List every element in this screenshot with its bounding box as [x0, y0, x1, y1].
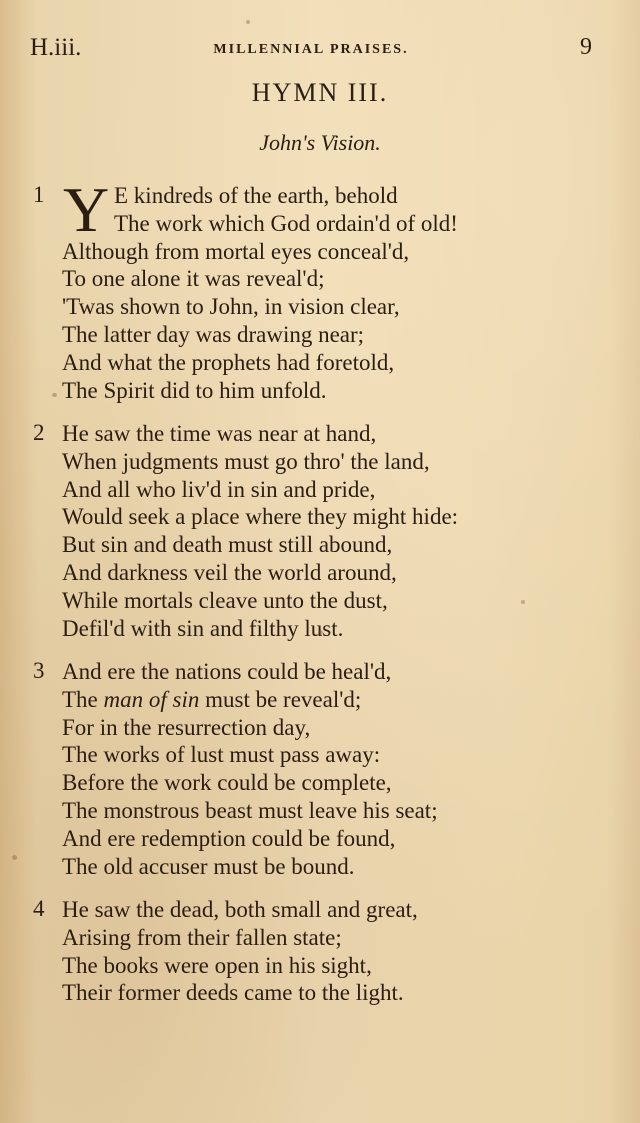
stanza-number: 1	[33, 182, 45, 207]
verse-line: Arising from their fallen state;	[62, 924, 342, 950]
italic-phrase: man of sin	[103, 686, 200, 712]
stanza-number: 3	[33, 658, 45, 683]
verse-line: Defil'd with sin and filthy lust.	[62, 615, 344, 641]
stanza-number: 4	[33, 896, 45, 921]
verse-line: Would seek a place where they might hide:	[62, 504, 459, 530]
verse-line: And what the prophets had foretold,	[62, 349, 395, 375]
foxing-spot	[521, 600, 525, 604]
foxing-spot	[52, 393, 57, 397]
verse-line: The works of lust must pass away:	[62, 742, 381, 768]
foxing-spot	[318, 630, 323, 635]
drop-cap: Y	[63, 174, 110, 245]
verse-line: The old accuser must be bound.	[62, 853, 355, 879]
stanza-lines	[62, 420, 628, 642]
verse-line: The books were open in his sight,	[62, 952, 372, 978]
verse-line: Although from mortal eyes conceal'd,	[62, 238, 410, 264]
verse-line: The Spirit did to him unfold.	[62, 377, 327, 403]
verse-line-start: The	[62, 686, 98, 712]
verse-line-end: must be reveal'd;	[205, 686, 362, 712]
verse-line: And darkness veil the world around,	[62, 559, 397, 585]
stanza-lines	[62, 896, 628, 1007]
verse-line: And ere the nations could be heal'd,	[62, 659, 392, 684]
running-head	[30, 34, 592, 68]
hymn-title: HYMN III.	[251, 78, 389, 107]
running-head-section: H.iii.	[30, 34, 82, 61]
verse-line: But sin and death must still abound,	[62, 532, 393, 558]
verse-line: 'Twas shown to John, in vision clear,	[62, 294, 400, 320]
verse-line	[62, 686, 628, 714]
foxing-spot	[12, 855, 17, 860]
foxing-spot	[246, 20, 250, 24]
verse-line: And all who liv'd in sin and pride,	[62, 476, 376, 502]
hymn-subtitle: John's Vision.	[259, 130, 381, 155]
verse-line: Before the work could be complete,	[62, 770, 392, 796]
stanza-number: 2	[33, 420, 45, 445]
verse-line: To one alone it was reveal'd;	[62, 266, 325, 292]
verse-line: While mortals cleave unto the dust,	[62, 587, 388, 613]
verse-line: He saw the dead, both small and great,	[62, 897, 418, 922]
verse-line: E kindreds of the earth, behold	[114, 183, 398, 208]
verse-line: The work which God ordain'd of old!	[114, 210, 458, 236]
verse-line: Their former deeds came to the light.	[62, 980, 404, 1006]
page-number: 9	[580, 34, 592, 60]
verse-line: The monstrous beast must leave his seat;	[62, 797, 438, 823]
verse-line: For in the resurrection day,	[62, 714, 311, 740]
stanza-lines	[62, 658, 628, 880]
verse-line: And ere redemption could be found,	[62, 825, 396, 851]
verse-line: He saw the time was near at hand,	[62, 421, 377, 446]
verse-line: When judgments must go thro' the land,	[62, 448, 430, 474]
stanza-lines	[62, 174, 628, 404]
running-head-title: MILLENNIAL PRAISES.	[213, 42, 409, 57]
verse-line: The latter day was drawing near;	[62, 321, 365, 347]
